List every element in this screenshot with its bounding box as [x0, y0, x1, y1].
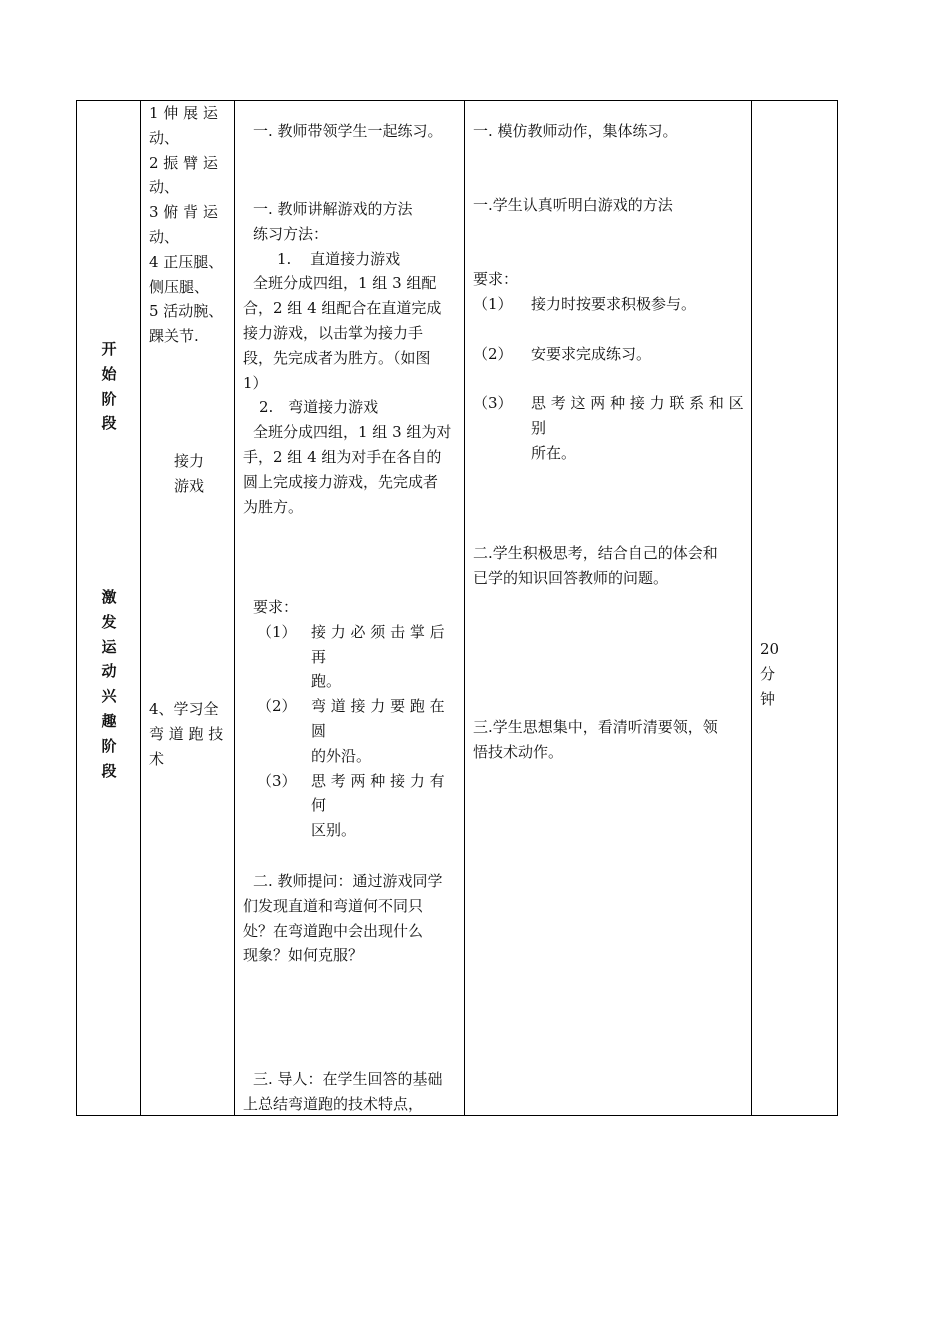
requirement-text: 思 考 这 两 种 接 力 联 系 和 区 别 [531, 394, 744, 438]
requirement-item [243, 620, 459, 694]
requirement-item [243, 694, 459, 768]
time-allocation [760, 637, 830, 711]
item-number: 1. [277, 249, 292, 268]
item-number: （1） [257, 622, 297, 641]
stage-char: 激 [101, 588, 117, 606]
teacher-text: 段，先完成者为胜方。（如图 [243, 348, 431, 367]
teacher-text: 一. 教师讲解游戏的方法 [253, 200, 413, 218]
column-divider [751, 101, 752, 1115]
warmup-line: 侧压腿、 [149, 277, 210, 296]
requirement-item [473, 342, 749, 367]
requirement-text: 弯 道 接 力 要 跑 在 圆 [311, 697, 445, 740]
student-step-3 [473, 541, 749, 591]
relay-game-label [149, 449, 229, 499]
requirement-text: 思 考 两 种 接 力 有 何 [311, 771, 445, 815]
teacher-step-1 [243, 119, 459, 144]
student-text: 已学的知识回答教师的问题。 [473, 568, 669, 587]
warmup-list [149, 101, 229, 349]
requirements-title: 要求： [253, 598, 299, 616]
requirement-text: 所在。 [531, 443, 577, 462]
teacher-text: 全班分成四组，1 组 3 组为对 [253, 423, 452, 442]
requirement-item [243, 769, 459, 843]
warmup-line: 动、 [149, 128, 180, 147]
student-step-1 [473, 119, 749, 144]
stage-char: 段 [101, 761, 117, 780]
stage-char: 开 [101, 340, 117, 358]
requirement-text: 安要求完成练习。 [531, 344, 652, 363]
warmup-line: 5 活动腕、 [149, 302, 224, 321]
time-unit: 分 [760, 664, 776, 683]
stage-char: 动 [101, 662, 117, 681]
requirement-text: 跑。 [311, 672, 342, 691]
warmup-line: 3 俯 背 运 [149, 203, 218, 222]
teacher-text: 圆上完成接力游戏，先完成者 [243, 472, 439, 491]
warmup-line: 4 正压腿、 [149, 252, 224, 271]
item-title: 直道接力游戏 [310, 249, 401, 268]
student-requirements [473, 267, 749, 466]
warmup-line: 动、 [149, 178, 180, 197]
time-value: 20 [760, 640, 780, 658]
stage-start [77, 337, 141, 436]
student-text: 一. 模仿教师动作，集体练习。 [473, 122, 678, 140]
stage-char: 运 [101, 637, 117, 656]
warmup-line: 1 伸 展 运 [149, 104, 218, 122]
stage-char: 兴 [101, 687, 117, 706]
student-step-4 [473, 715, 749, 765]
warmup-line: 动、 [149, 227, 180, 246]
item-number: （2） [257, 697, 297, 716]
learn-line: 弯 道 跑 技 [149, 724, 224, 743]
requirement-text: 区别。 [311, 821, 357, 840]
game-item-1 [243, 247, 459, 272]
item-number: （1） [473, 294, 513, 313]
teacher-text: 现象？如何克服？ [243, 946, 364, 965]
teacher-text: 接力游戏，以击掌为接力手 [243, 323, 424, 342]
teacher-step-2 [243, 197, 459, 519]
requirements-title: 要求： [473, 270, 519, 288]
student-text: 三.学生思想集中，看清听清要领，领 [473, 718, 718, 736]
teacher-step-4 [243, 1067, 459, 1117]
learn-line: 4、学习全 [149, 700, 219, 718]
column-divider [464, 101, 465, 1115]
teacher-text: 上总结弯道跑的技术特点， [243, 1094, 424, 1113]
student-text: 一.学生认真听明白游戏的方法 [473, 196, 673, 214]
curve-run-label [149, 697, 229, 771]
game-item-2 [243, 395, 459, 420]
teacher-step-3 [243, 869, 459, 968]
teacher-text: 全班分成四组，1 组 3 组配 [253, 274, 437, 293]
student-text: 二.学生积极思考，结合自己的体会和 [473, 544, 718, 562]
learn-line: 术 [149, 749, 165, 768]
requirement-text: 接力时按要求积极参与。 [531, 294, 697, 313]
student-text: 悟技术动作。 [473, 742, 564, 761]
teacher-text: 处？在弯道跑中会出现什么 [243, 921, 424, 940]
column-divider [234, 101, 235, 1115]
item-number: （2） [473, 344, 513, 363]
item-title: 弯道接力游戏 [288, 398, 379, 417]
warmup-line: 2 振 臂 运 [149, 153, 218, 172]
stage-char: 始 [101, 364, 117, 383]
stage-char: 趣 [101, 711, 117, 730]
requirement-text: 的外沿。 [311, 746, 372, 765]
relay-line: 接力 [173, 452, 204, 470]
requirement-text: 接 力 必 须 击 掌 后 再 [311, 622, 445, 666]
teacher-requirements [243, 595, 459, 843]
teacher-text: 练习方法： [253, 224, 329, 243]
teacher-text: 合，2 组 4 组配合在直道完成 [243, 299, 442, 318]
teacher-text: 一. 教师带领学生一起练习。 [253, 122, 443, 140]
lesson-plan-table [76, 100, 838, 1116]
teacher-text: 三. 导人：在学生回答的基础 [253, 1070, 443, 1088]
stage-char: 发 [101, 612, 117, 631]
stage-char: 阶 [101, 389, 117, 408]
time-unit: 钟 [760, 689, 776, 708]
relay-line: 游戏 [173, 476, 204, 495]
teacher-text: 手，2 组 4 组为对手在各自的 [243, 447, 442, 466]
item-number: （3） [257, 771, 297, 790]
stage-motivation [77, 585, 141, 783]
teacher-text: 二. 教师提问：通过游戏同学 [253, 872, 443, 890]
warmup-line: 踝关节. [149, 327, 199, 346]
teacher-text: 为胜方。 [243, 497, 304, 516]
requirement-item [473, 292, 749, 317]
item-number: （3） [473, 394, 513, 413]
teacher-text: 1） [243, 373, 268, 392]
stage-char: 段 [101, 414, 117, 433]
item-number: 2. [259, 398, 274, 417]
requirement-item [473, 391, 749, 465]
teacher-text: 们发现直道和弯道何不同只 [243, 896, 424, 915]
student-step-2 [473, 193, 749, 218]
stage-char: 阶 [101, 736, 117, 755]
